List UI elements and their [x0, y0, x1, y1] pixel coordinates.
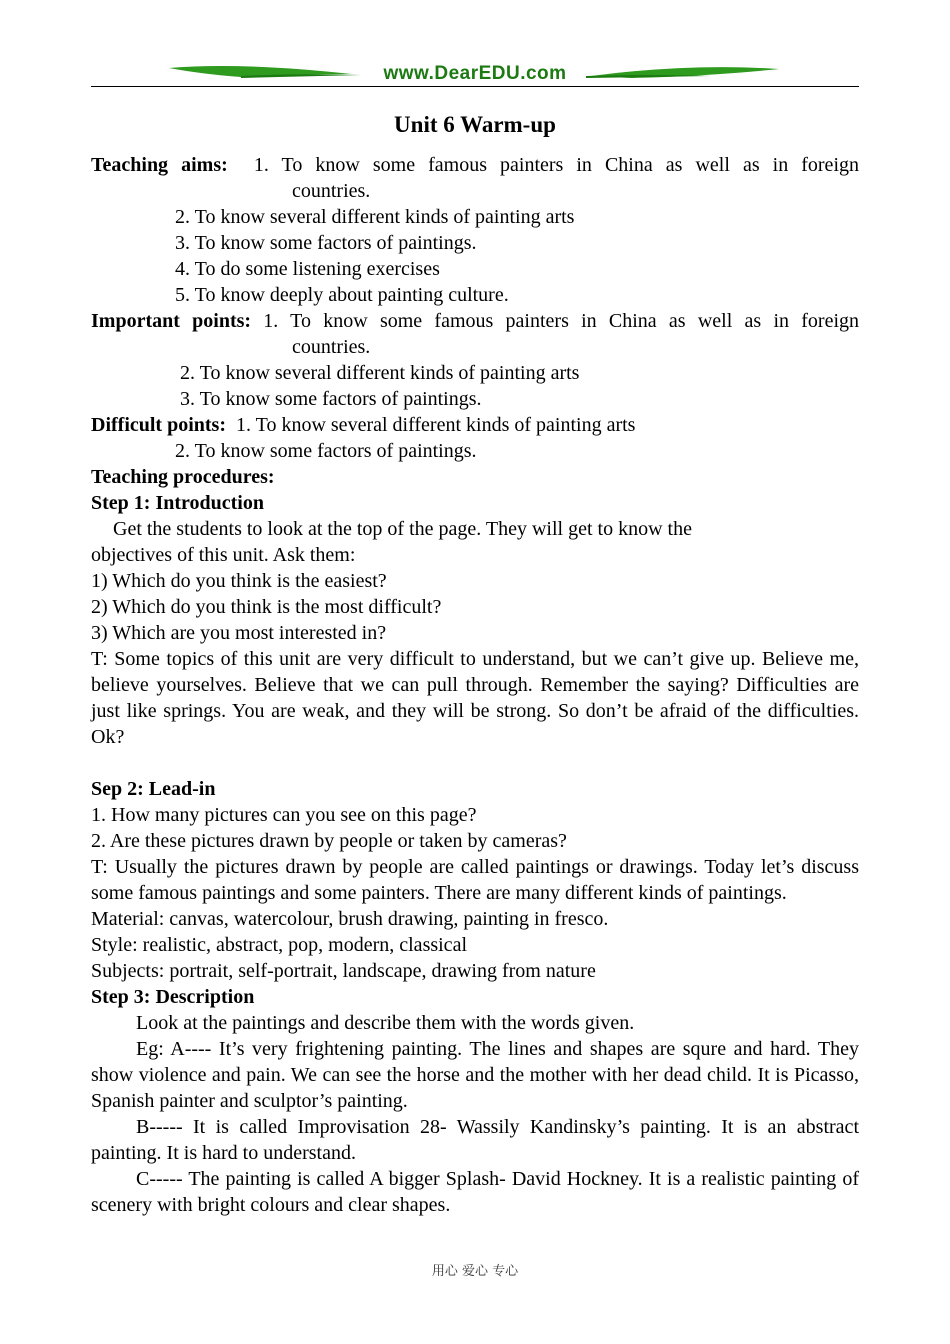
step3-description-c: C----- The painting is called A bigger Splash- David Hockney. It is a realistic painting of scenery with bright colours and clear shapes.	[91, 1168, 859, 1216]
teaching-aim-item: 1. To know some famous painters in China as well as in foreign	[253, 154, 859, 176]
site-url: www.DearEDU.com	[383, 63, 567, 84]
difficult-points-label: Difficult points:	[91, 414, 226, 436]
step2-teacher-talk: T: Usually the pictures drawn by people are called paintings or drawings. Today let’s discuss some famous paintings and some painters. There are many different kinds of paintings.	[91, 856, 859, 904]
page-footer: 用心 爱心 专心	[431, 1264, 519, 1279]
step1-question: 1) Which do you think is the easiest?	[91, 570, 387, 592]
teaching-aims-line-1	[91, 152, 859, 178]
difficult-point-item: 2. To know some factors of paintings.	[175, 440, 477, 462]
important-point-item: 3. To know some factors of paintings.	[180, 388, 482, 410]
step2-style: Style: realistic, abstract, pop, modern, classical	[91, 934, 467, 956]
step2-heading: Sep 2: Lead-in	[91, 778, 216, 800]
step2-question: 1. How many pictures can you see on this page?	[91, 804, 477, 826]
step1-heading: Step 1: Introduction	[91, 492, 264, 514]
important-point-item: 2. To know several different kinds of painting arts	[180, 362, 580, 384]
step3-instruction: Look at the paintings and describe them with the words given.	[136, 1012, 635, 1034]
header-rule	[91, 86, 859, 87]
step2-subjects: Subjects: portrait, self-portrait, landscape, drawing from nature	[91, 960, 596, 982]
step1-question: 3) Which are you most interested in?	[91, 622, 387, 644]
page-header	[91, 60, 859, 90]
teaching-aims-label: Teaching aims:	[91, 154, 228, 176]
step3-heading: Step 3: Description	[91, 986, 255, 1008]
step3-description-b: B----- It is called Improvisation 28- Wassily Kandinsky’s painting. It is an abstract painting. It is hard to understand.	[91, 1116, 859, 1164]
document-title: Unit 6 Warm-up	[394, 112, 556, 137]
step2-material: Material: canvas, watercolour, brush drawing, painting in fresco.	[91, 908, 609, 930]
teaching-aim-item: 5. To know deeply about painting culture.	[175, 284, 509, 306]
step1-intro-line: Get the students to look at the top of the page. They will get to know the	[113, 518, 692, 540]
teaching-aim-item: 2. To know several different kinds of painting arts	[175, 206, 575, 228]
important-points-line-1	[91, 308, 859, 334]
teaching-aim-item: countries.	[292, 180, 371, 202]
important-points-label: Important points:	[91, 310, 252, 332]
teaching-aim-item: 3. To know some factors of paintings.	[175, 232, 477, 254]
step2-question: 2. Are these pictures drawn by people or taken by cameras?	[91, 830, 567, 852]
teaching-procedures-heading: Teaching procedures:	[91, 466, 275, 488]
important-point-item: countries.	[292, 336, 371, 358]
teaching-aim-item: 4. To do some listening exercises	[175, 258, 440, 280]
difficult-points-line-1	[91, 412, 859, 438]
step1-question: 2) Which do you think is the most difficult?	[91, 596, 442, 618]
lesson-plan-body	[91, 152, 859, 1218]
blank-line	[91, 750, 859, 776]
difficult-point-item: 1. To know several different kinds of painting arts	[236, 414, 636, 436]
step1-intro-line: objectives of this unit. Ask them:	[91, 544, 356, 566]
step3-description-a: Eg: A---- It’s very frightening painting. The lines and shapes are squre and hard. They show violence and pain. We can see the horse and the mother with her dead child. It is Picasso, Spanish painter and sculptor’s painting.	[91, 1038, 859, 1112]
step1-teacher-talk: T: Some topics of this unit are very difficult to understand, but we can’t give up. Believe me, believe yourselves. Believe that we can pull through. Remember the saying? Difficulties are just like springs. You are weak, and they will be strong. So don’t be afraid of the difficulties. Ok?	[91, 648, 859, 748]
important-point-item: 1. To know some famous painters in China as well as in foreign	[263, 310, 859, 332]
